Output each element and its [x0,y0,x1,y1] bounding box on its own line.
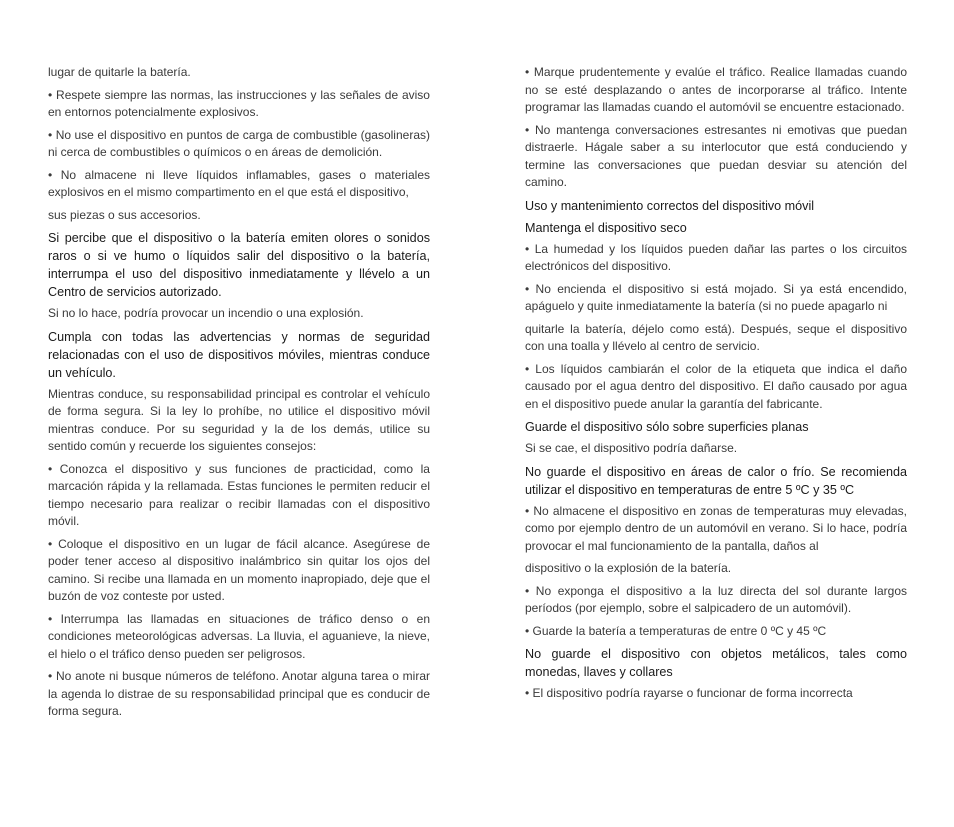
bullet-paragraph: • No anote ni busque números de teléfono. Anotar alguna tarea o mirar la agenda lo distrae de su responsabilidad principal que es conducir de forma segura. [48,668,430,721]
bullet-paragraph: • El dispositivo podría rayarse o funcionar de forma incorrecta [525,685,907,703]
section-heading: Mantenga el dispositivo seco [525,220,687,235]
body-paragraph: Mientras conduce, su responsabilidad principal es controlar el vehículo de forma segura. Si la ley lo prohíbe, no utilice el dispositivo móvil mientras conduce. Por su seguridad y la de los demás, utilice su sentido común y recuerde los siguientes consejos: [48,386,430,453]
section-heading: Uso y mantenimiento correctos del dispositivo móvil [525,198,815,213]
section-heading: Guarde el dispositivo sólo sobre superficies planas [525,420,809,434]
bullet-paragraph: • Coloque el dispositivo en un lugar de fácil alcance. Asegúrese de poder tener acceso al dispositivo inalámbrico sin quitar los ojos del camino. Si recibe una llamada en un momento inapropiado, deje que el buzón de voz conteste por usted. [48,536,430,606]
bullet-paragraph: • Marque prudentemente y evalúe el tráfico. Realice llamadas cuando no se esté desplazando o antes de incorporarse al tráfico. Intente programar las llamadas cuando el automóvil se encuentre estacionado. [525,64,907,117]
bullet-paragraph: • No use el dispositivo en puntos de carga de combustible (gasolineras) ni cerca de combustibles o químicos o en áreas de demolición. [48,127,430,162]
bullet-paragraph: • Respete siempre las normas, las instrucciones y las señales de aviso en entornos potencialmente explosivos. [48,87,430,122]
bullet-paragraph: • No exponga el dispositivo a la luz directa del sol durante largos períodos (por ejemplo, sobre el salpicadero de un automóvil). [525,583,907,618]
bullet-paragraph: • Interrumpa las llamadas en situaciones de tráfico denso o en condiciones meteorológicas adversas. La lluvia, el aguanieve, la nieve, el hielo o el tráfico denso pueden ser peligrosos. [48,611,430,664]
body-paragraph: Si no lo hace, podría provocar un incendio o una explosión. [48,306,364,320]
section-heading: Cumpla con todas las advertencias y normas de seguridad relacionadas con el uso de dispositivos móviles, mientras conduce un vehículo. [48,329,430,380]
section-heading: Si percibe que el dispositivo o la batería emiten olores o sonidos raros o si ve humo o líquidos salir del dispositivo o la batería, interrumpa el uso del dispositivo inmediatamente y llévelo a un Centro de servicios autorizado. [48,231,430,299]
bullet-paragraph: • Los líquidos cambiarán el color de la etiqueta que indica el daño causado por el agua dentro del dispositivo. El daño causado por agua en el dispositivo puede anular la garantía del fabricante. [525,361,907,414]
bullet-paragraph: • No encienda el dispositivo si está mojado. Si ya está encendido, apáguelo y quite inmediatamente la batería (si no puede apagarlo ni [525,281,907,316]
bullet-paragraph: • La humedad y los líquidos pueden dañar las partes o los circuitos electrónicos del dispositivo. [525,241,907,276]
bullet-paragraph: • No almacene el dispositivo en zonas de temperaturas muy elevadas, como por ejemplo dentro de un automóvil en verano. Si lo hace, podría provocar el mal funcionamiento de la pantalla, daños al [525,503,907,556]
right-column [525,64,907,708]
body-paragraph: lugar de quitarle la batería. [48,65,191,79]
bullet-paragraph: • Conozca el dispositivo y sus funciones de practicidad, como la marcación rápida y la rellamada. Estas funciones le permiten reducir el tiempo necesario para realizar o recibir llamadas con el dispositivo móvil. [48,461,430,531]
body-paragraph: Si se cae, el dispositivo podría dañarse. [525,441,738,455]
body-paragraph: dispositivo o la explosión de la batería. [525,561,732,575]
section-heading: No guarde el dispositivo con objetos metálicos, tales como monedas, llaves y collares [525,647,907,679]
bullet-paragraph: • No mantenga conversaciones estresantes ni emotivas que puedan distraerle. Hágale saber a su interlocutor que está conduciendo y termine las conversaciones que puedan desviar su atención del camino. [525,122,907,192]
section-heading: No guarde el dispositivo en áreas de calor o frío. Se recomienda utilizar el dispositivo en temperaturas de entre 5 ºC y 35 ºC [525,464,907,497]
body-paragraph: quitarle la batería, déjelo como está). Después, seque el dispositivo con una toalla y llévelo al centro de servicio. [525,321,907,353]
bullet-paragraph: • No almacene ni lleve líquidos inflamables, gases o materiales explosivos en el mismo compartimento en el que está el dispositivo, [48,167,430,202]
bullet-paragraph: • Guarde la batería a temperaturas de entre 0 ºC y 45 ºC [525,623,907,641]
body-paragraph: sus piezas o sus accesorios. [48,207,201,222]
left-column [48,64,430,726]
